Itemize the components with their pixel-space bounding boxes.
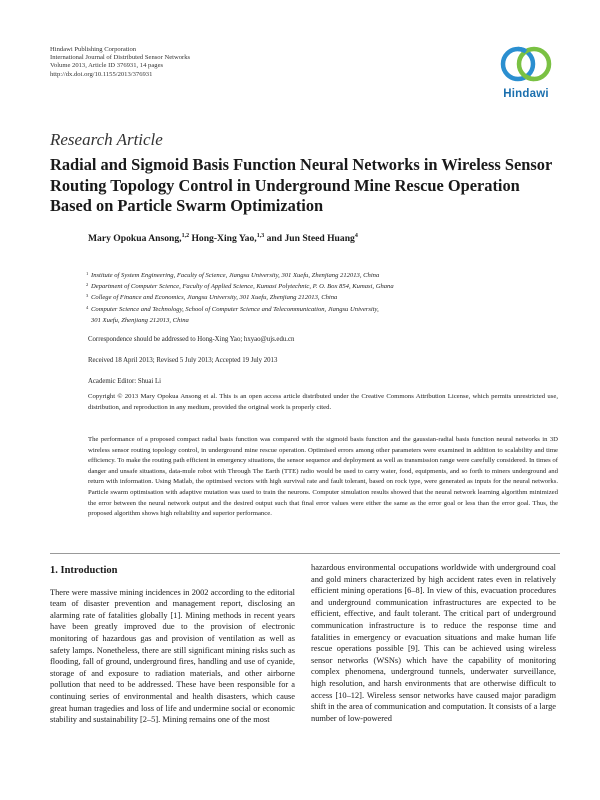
received-dates: Received 18 April 2013; Revised 5 July 2013; Accepted 19 July 2013 — [88, 357, 278, 364]
copyright-notice: Copyright © 2013 Mary Opokua Ansong et al. This is an open access article distributed under the Creative Commons Attribution License, which permits unrestricted use, distribution, and reproduction in any medium, provided the original work is properly cited. — [88, 393, 558, 411]
section-heading: 1. Introduction — [50, 565, 118, 576]
author-affil-ref: 1,2 — [181, 232, 190, 239]
publisher-line: Hindawi Publishing Corporation — [50, 46, 137, 53]
correspondence-line: Correspondence should be addressed to Hong-Xing Yao; hxyao@ujs.edu.cn — [88, 336, 295, 343]
volume-line: Volume 2013, Article ID 376931, 14 pages — [50, 62, 164, 70]
intro-paragraph-left: There were massive mining incidences in 2002 according to the editorial team of disaster prevention and management report, disclosing an alarming rate of fatalities globally [1]. Mining methods in recent years have been greatly improved due to the provision of electronic monitoring of hazardous gas and provision of ventilation as well as safety lamps. Nonetheless, there are still significant mining risks such as flooding, fall of ground, underground fires, handling and use of cyanide, storage of and exposure to radiation materials, and other airborne pollution that need to be addressed. These have been responsible for a continuing series of environmental and health disasters, which cause great human tragedies and loss of life and undermine social or economic stability and sustainability [2–5]. Mining remains one of the most — [50, 587, 295, 725]
hindawi-logo — [493, 42, 559, 106]
affiliation — [88, 292, 558, 303]
journal-header — [50, 46, 190, 79]
affiliation — [88, 304, 558, 315]
affiliations — [88, 270, 558, 326]
hindawi-rings-icon — [493, 42, 559, 88]
paper-title: Radial and Sigmoid Basis Function Neural Networks in Wireless Sensor Routing Topology Control in Underground Mine Rescue Operation Based on Particle Swarm Optimization — [50, 155, 552, 215]
author-name: Mary Opokua Ansong, — [88, 233, 182, 244]
academic-editor: Academic Editor: Shuai Li — [88, 378, 162, 385]
affiliation-continued: 301 Xuefu, Zhenjiang 212013, China — [91, 316, 189, 324]
intro-paragraph-right: hazardous environmental occupations worldwide with underground coal and gold miners characterized by high accident rates even in relatively efficient mining operations [6–8]. In view of this, evacuation procedures and underground communication infrastructures are expected to be efficient, effective, and fault tolerant. The critical part of underground communication infrastructure is to reduce the response time and fatalities in emergency or evacuation situations and make human life rescue operations possible [9]. This can be achieved using wireless sensor networks (WSNs) which have the capability of monitoring complex phenomena, underground tunnels, underwater surveillance, high resolution, and harsh environments that are otherwise difficult to access [10–12]. Wireless sensor networks have caused major paradigm shift in the area of communication and computation. It consists of a large number of low-powered — [311, 563, 556, 723]
author-affil-ref: 1,3 — [256, 232, 265, 239]
doi-link[interactable]: http://dx.doi.org/10.1155/2013/376931 — [50, 70, 153, 78]
journal-name-line: International Journal of Distributed Sensor Networks — [50, 54, 191, 62]
affiliation-num: 2 — [86, 282, 89, 288]
affiliation-text: Computer Science and Technology, School of Computer Science and Telecommunication, Jiangsu University, — [91, 305, 379, 313]
author-name: Hong-Xing Yao, — [189, 233, 257, 244]
affiliation-num: 3 — [86, 293, 89, 299]
logo-text: Hindawi — [503, 88, 549, 100]
author-list — [88, 233, 358, 244]
affiliation-text: Department of Computer Science, Faculty of Applied Science, Kumasi Polytechnic, P. O. Box 854, Kumasi, Ghana — [91, 283, 394, 291]
affiliation — [88, 270, 558, 281]
affiliation-text: Institute of System Engineering, Faculty of Science, Jiangsu University, 301 Xuefu, Zhenjiang 212013, China — [91, 272, 380, 279]
column-right — [311, 562, 556, 724]
section-divider — [50, 553, 560, 554]
abstract: The performance of a proposed compact radial basis function was compared with the sigmoid basis function and the gaussian-radial basis function neural networks in 3D wireless sensor routing topology control, in underground mine rescue operation. Optimised errors among other parameters were examined in addition to scalability and time efficiency. To make the routing path efficient in emergency situations, the sensor sequence and deployment as well as transmission range were carefully considered. In times of danger and unsafe situations, data-mule robot with Through The Earth (TTE) radio would be used to carry water, food, equipments, and so forth to miners underground and return with information. Using Matlab, the optimised vectors with high survival rate and fault tolerant, based on rock type, were generated as inputs for the neural networks. Particle swarm optimisation with adaptive mutation was used to train the neurons. Computer simulation results showed that the neural network learning algorithm minimized the error between the neural network output and the desired output such that final error values were either the same as the error goal or less than the error goal. Thus, the proposed algorithm shows high reliability and superior performance. — [88, 436, 558, 518]
author-name: and Jun Steed Huang — [264, 233, 355, 244]
column-left — [50, 565, 295, 726]
article-type: Research Article — [50, 130, 163, 149]
affiliation-num: 1 — [86, 271, 89, 276]
author-affil-ref: 4 — [354, 232, 358, 239]
affiliation-text: College of Finance and Economics, Jiangsu University, 301 Xuefu, Zhenjiang 212013, China — [91, 294, 338, 302]
affiliation-num: 4 — [86, 304, 89, 310]
affiliation — [88, 281, 558, 292]
